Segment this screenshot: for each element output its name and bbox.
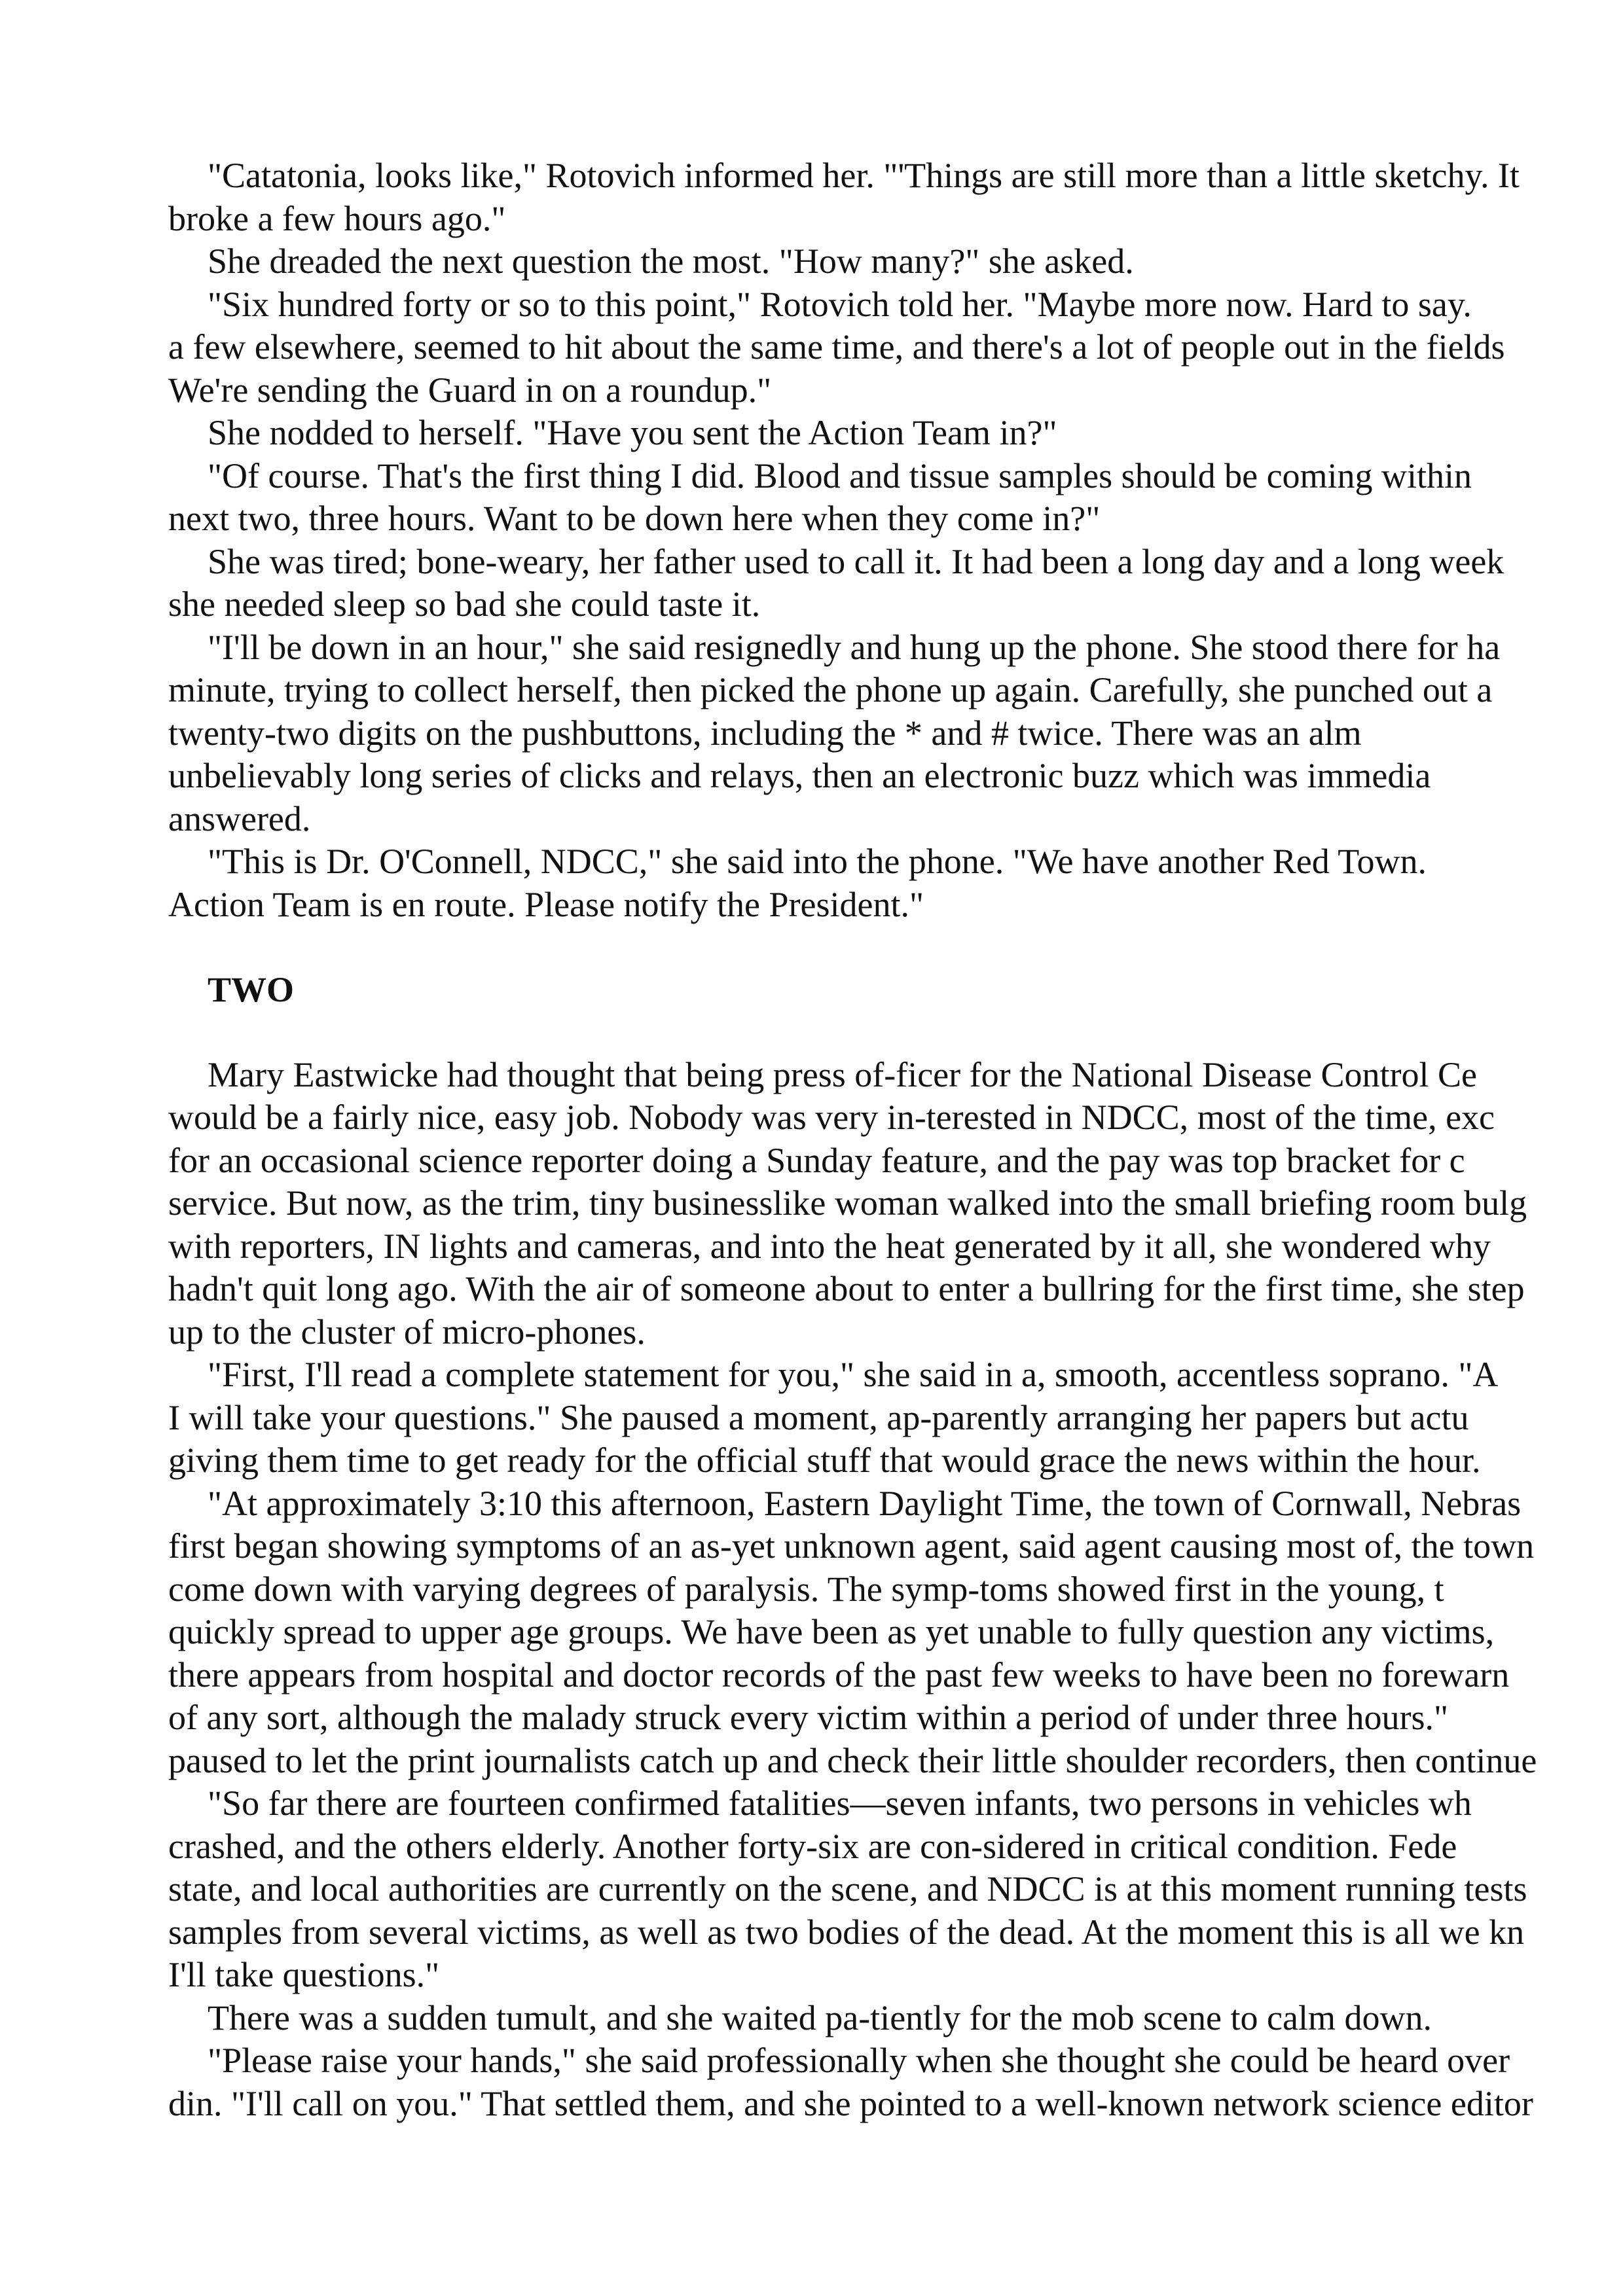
- text-line: "First, I'll read a complete statement for you," she said in a, smooth, accentless soprano. "A: [208, 1355, 1499, 1394]
- text-line: with reporters, IN lights and cameras, and into the heat generated by it all, she wondered why: [168, 1226, 1491, 1266]
- text-line: paused to let the print journalists catch up and check their little shoulder recorders, then continue: [168, 1740, 1537, 1780]
- text-line: Action Team is en route. Please notify the President.": [168, 884, 924, 924]
- text-line: there appears from hospital and doctor records of the past few weeks to have been no forewarn: [168, 1655, 1510, 1695]
- text-line: We're sending the Guard in on a roundup.": [168, 370, 772, 410]
- paragraph: [168, 840, 1623, 926]
- text-line: "Six hundred forty or so to this point," Rotovich told her. "Maybe more now. Hard to say.: [208, 284, 1472, 324]
- text-line: crashed, and the others elderly. Another forty-six are con-sidered in critical condition. Fede: [168, 1826, 1457, 1866]
- paragraph: [168, 1782, 1623, 1997]
- text-line: I will take your questions." She paused a moment, ap-parently arranging her papers but actu: [168, 1397, 1469, 1437]
- text-line: She dreaded the next question the most. "How many?" she asked.: [208, 242, 1134, 281]
- paragraph: [168, 541, 1623, 626]
- text-line: a few elsewhere, seemed to hit about the same time, and there's a lot of people out in the fields: [168, 327, 1505, 367]
- chapter-heading: TWO: [208, 970, 295, 1009]
- paragraph: [168, 455, 1623, 541]
- section-one: [168, 154, 1623, 926]
- text-line: for an occasional science reporter doing a Sunday feature, and the pay was top bracket for c: [168, 1140, 1465, 1180]
- paragraph: [168, 1997, 1623, 2040]
- text-line: hadn't quit long ago. With the air of someone about to enter a bullring for the first time, she step: [168, 1269, 1525, 1308]
- text-line: I'll take questions.": [168, 1955, 440, 1994]
- text-line: answered.: [168, 798, 311, 838]
- text-line: up to the cluster of micro-phones.: [168, 1312, 646, 1352]
- paragraph: [168, 1482, 1623, 1783]
- text-line: "Of course. That's the first thing I did. Blood and tissue samples should be coming within: [208, 456, 1472, 495]
- text-line: unbelievably long series of clicks and relays, then an electronic buzz which was immedia: [168, 756, 1431, 795]
- text-line: quickly spread to upper age groups. We have been as yet unable to fully question any victims,: [168, 1612, 1495, 1651]
- text-line: "Catatonia, looks like," Rotovich informed her. "'Things are still more than a little sketchy. It: [208, 156, 1520, 195]
- text-line: next two, three hours. Want to be down here when they come in?": [168, 499, 1101, 538]
- text-line: come down with varying degrees of paralysis. The symp-toms showed first in the young, t: [168, 1569, 1444, 1609]
- text-line: There was a sudden tumult, and she waited pa-tiently for the mob scene to calm down.: [208, 1998, 1432, 2037]
- text-line: She was tired; bone-weary, her father used to call it. It had been a long day and a long week: [208, 541, 1504, 581]
- text-line: giving them time to get ready for the official stuff that would grace the news within the hour.: [168, 1441, 1481, 1480]
- text-line: broke a few hours ago.": [168, 198, 506, 238]
- text-line: first began showing symptoms of an as-yet unknown agent, said agent causing most of, the town: [168, 1526, 1535, 1566]
- text-line: would be a fairly nice, easy job. Nobody was very in-terested in NDCC, most of the time, exc: [168, 1098, 1495, 1137]
- text-line: "At approximately 3:10 this afternoon, Eastern Daylight Time, the town of Cornwall, Nebras: [208, 1483, 1522, 1523]
- text-line: she needed sleep so bad she could taste it.: [168, 584, 761, 624]
- paragraph: [168, 412, 1623, 455]
- paragraph: [168, 1354, 1623, 1482]
- text-line: twenty-two digits on the pushbuttons, including the * and # twice. There was an alm: [168, 713, 1362, 753]
- text-line: "Please raise your hands," she said professionally when she thought she could be heard over: [208, 2041, 1510, 2080]
- paragraph: [168, 283, 1623, 412]
- page-text: [168, 154, 1623, 2125]
- text-line: "This is Dr. O'Connell, NDCC," she said into the phone. "We have another Red Town.: [208, 842, 1427, 881]
- text-line: state, and local authorities are currently on the scene, and NDCC is at this moment running tests: [168, 1869, 1527, 1909]
- text-line: "So far there are fourteen confirmed fatalities—seven infants, two persons in vehicles wh: [208, 1784, 1472, 1823]
- text-line: din. "I'll call on you." That settled them, and she pointed to a well-known network science editor: [168, 2083, 1533, 2123]
- text-line: samples from several victims, as well as two bodies of the dead. At the moment this is all we kn: [168, 1912, 1525, 1952]
- text-line: Mary Eastwicke had thought that being press of-ficer for the National Disease Control Ce: [208, 1054, 1477, 1094]
- paragraph: [168, 1054, 1623, 1354]
- paragraph: [168, 240, 1623, 283]
- paragraph: [168, 626, 1623, 841]
- text-line: She nodded to herself. "Have you sent the Action Team in?": [208, 413, 1057, 452]
- text-line: minute, trying to collect herself, then picked the phone up again. Carefully, she punched out a: [168, 670, 1493, 709]
- text-line: "I'll be down in an hour," she said resignedly and hung up the phone. She stood there for ha: [208, 627, 1501, 667]
- paragraph: [168, 154, 1623, 240]
- section-two: [168, 1054, 1623, 2126]
- paragraph: [168, 2039, 1623, 2125]
- text-line: service. But now, as the trim, tiny businesslike woman walked into the small briefing room bulg: [168, 1183, 1527, 1223]
- text-line: of any sort, although the malady struck every victim within a period of under three hours.": [168, 1698, 1449, 1737]
